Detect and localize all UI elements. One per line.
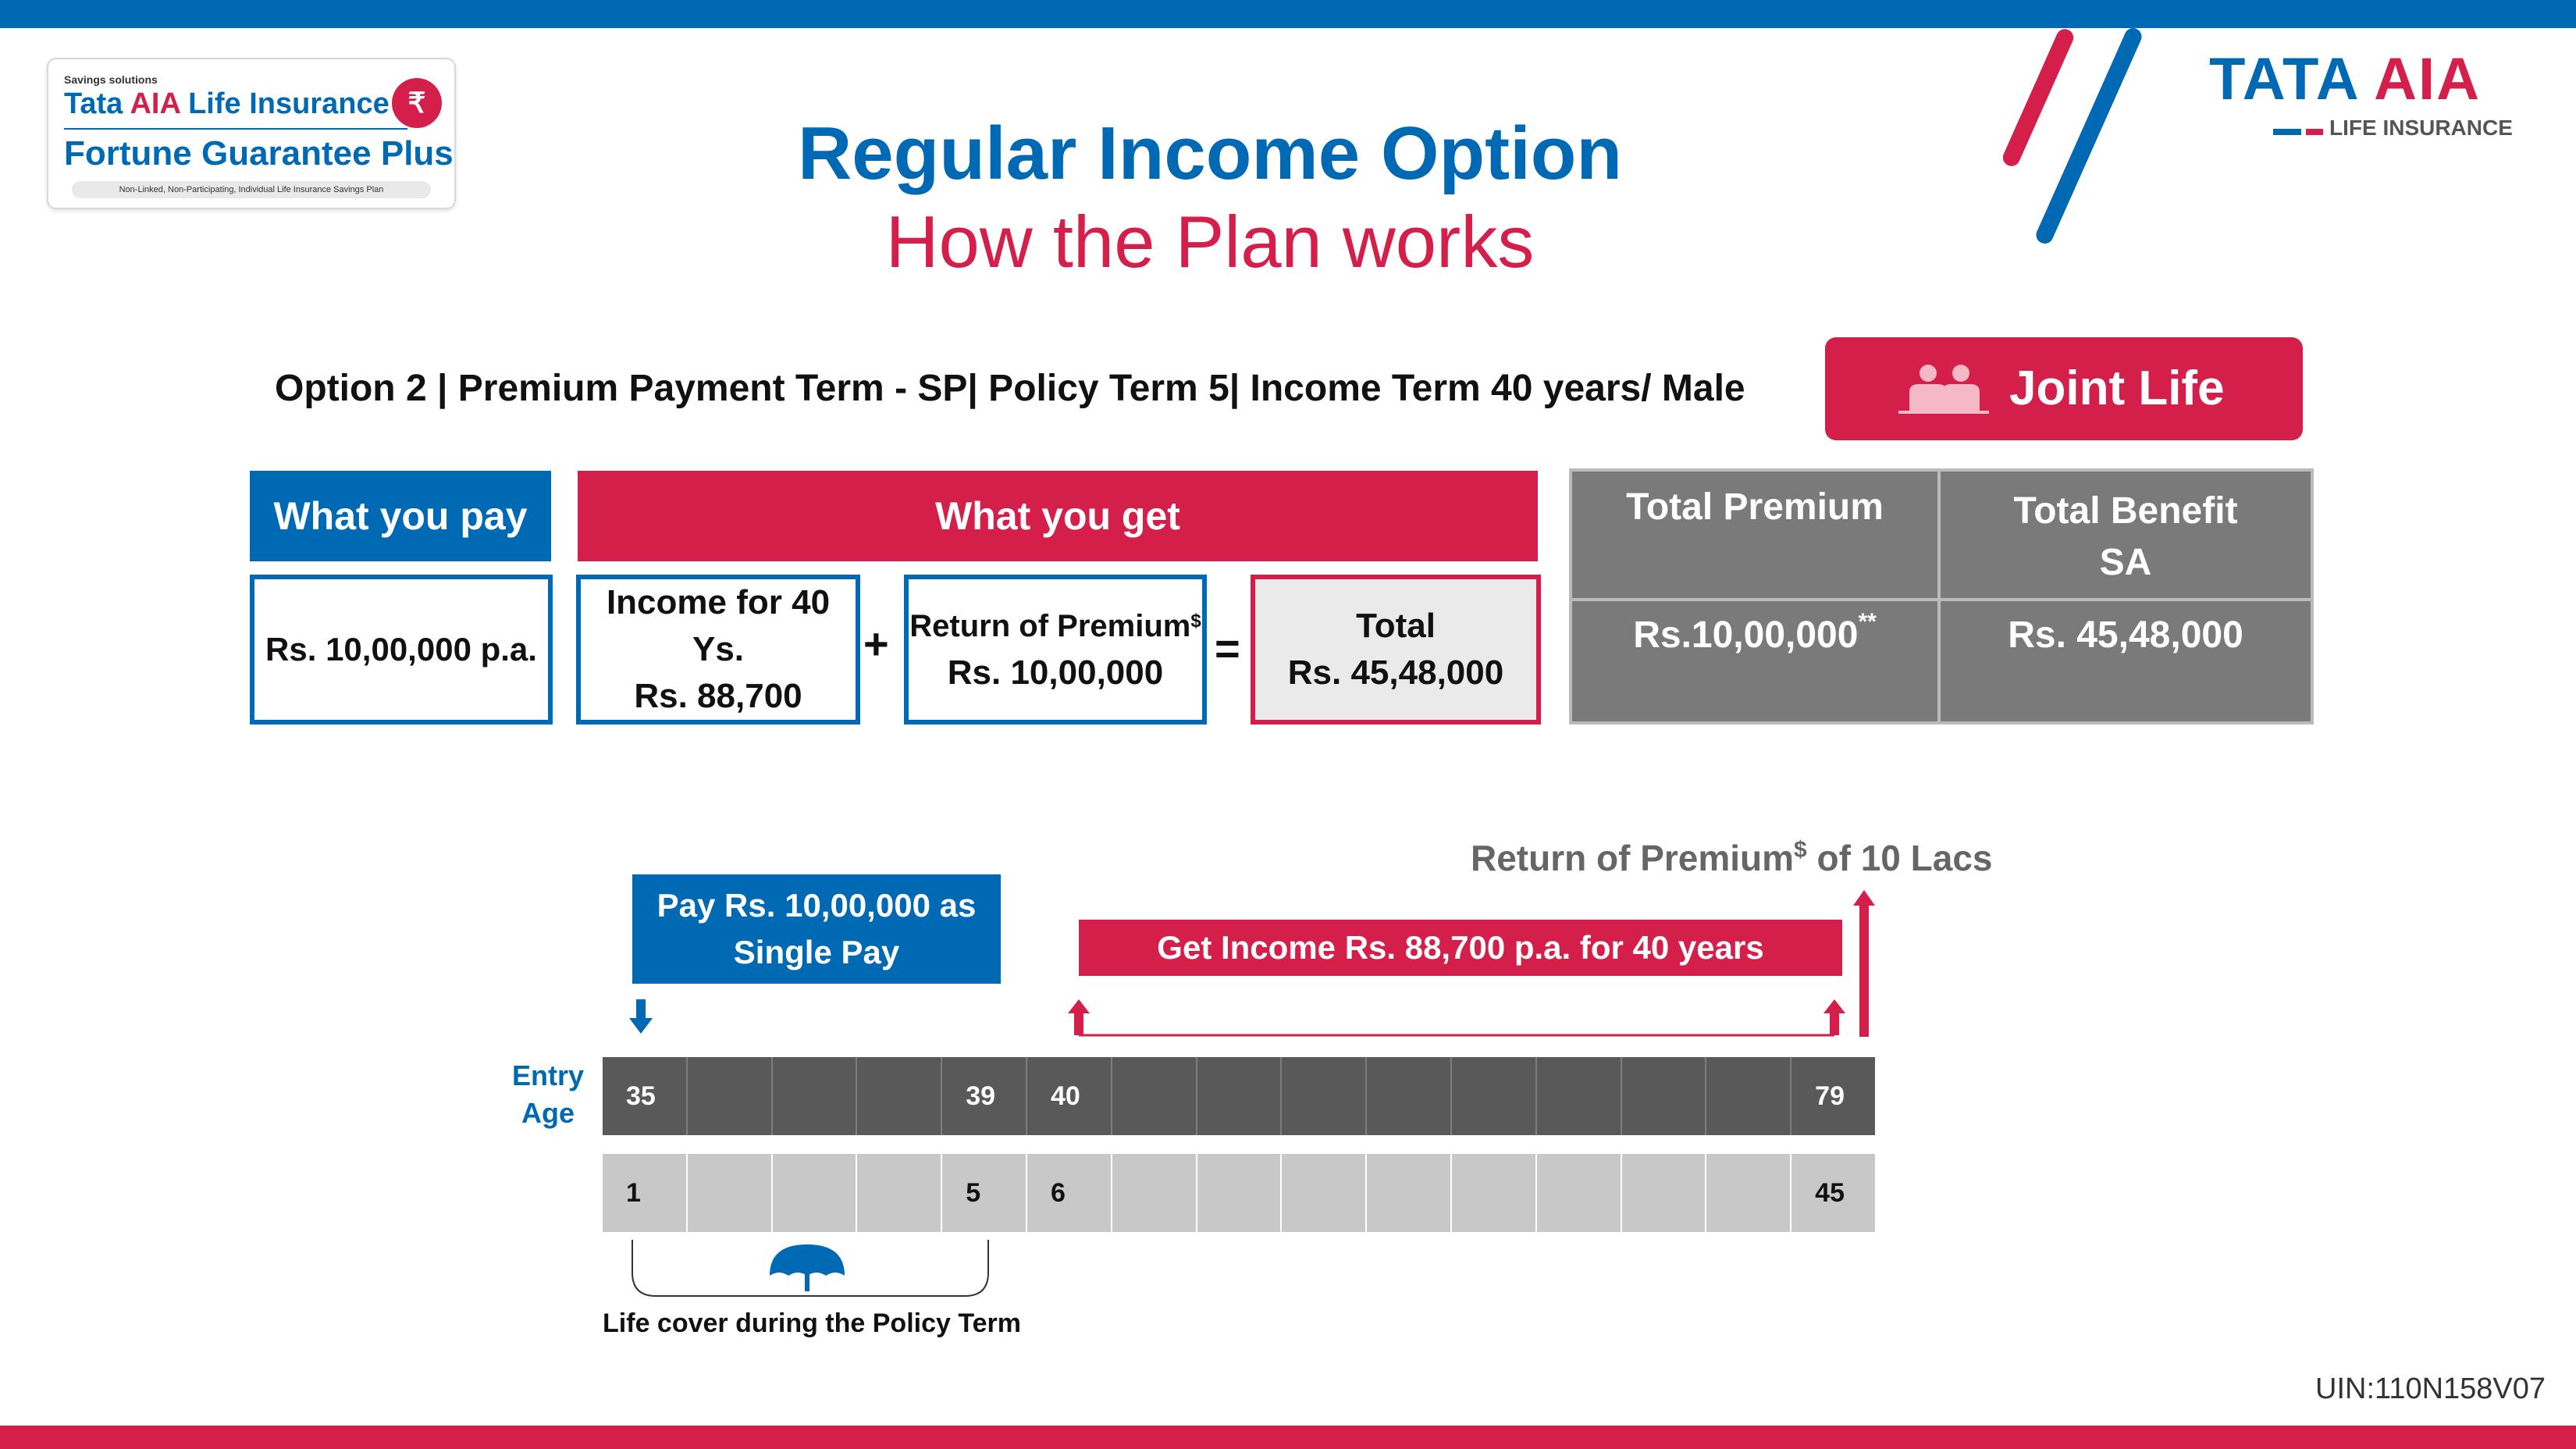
brand-logo-subtitle: LIFE INSURANCE: [2329, 116, 2513, 140]
page-title: Regular Income Option: [797, 112, 1623, 195]
plus-sign: +: [863, 619, 889, 668]
year-cell: [688, 1154, 773, 1232]
total-benefit-header-line2: SA: [2099, 542, 2152, 583]
year-cell: [857, 1154, 942, 1232]
income-period-box: Get Income Rs. 88,700 p.a. for 40 years: [1079, 920, 1842, 976]
year-cell: [1112, 1154, 1197, 1232]
year-cell: [773, 1154, 858, 1232]
age-cell: [1537, 1057, 1622, 1135]
age-cell: [1706, 1057, 1791, 1135]
entry-age-line1: Entry: [511, 1059, 585, 1091]
year-cell: [1282, 1154, 1367, 1232]
logo-brand: AIA: [130, 87, 180, 120]
page-subtitle: How the Plan works: [885, 201, 1535, 283]
uin-number: UIN:110N158V07: [2315, 1372, 2546, 1405]
age-row: [603, 1057, 1875, 1135]
age-cell: 39: [942, 1057, 1027, 1135]
life-cover-label: Life cover during the Policy Term: [603, 1308, 1021, 1338]
age-cell: [857, 1057, 942, 1135]
total-premium-superscript: **: [1858, 609, 1877, 635]
year-cell: [1537, 1154, 1622, 1232]
joint-life-label: Joint Life: [2009, 361, 2225, 415]
age-cell: [1452, 1057, 1537, 1135]
age-cell: [1282, 1057, 1367, 1135]
product-logo-plan-name: Fortune Guarantee Plus: [64, 134, 454, 173]
product-logo-small-text: Savings solutions: [64, 73, 158, 86]
single-pay-line2: Single Pay: [733, 934, 900, 970]
what-you-pay-header: What you pay: [250, 471, 551, 561]
age-cell: [1197, 1057, 1283, 1135]
payment-down-arrow: [629, 999, 653, 1034]
year-cell: [1452, 1154, 1537, 1232]
bottom-bar: [0, 1426, 2576, 1449]
income-amount: Rs. 88,700: [634, 677, 802, 715]
what-you-get-header: What you get: [578, 471, 1538, 561]
logo-prefix: Tata: [64, 87, 130, 120]
total-benefit-value: Rs. 45,48,000: [2008, 614, 2243, 656]
pay-amount: Rs. 10,00,000 p.a.: [265, 631, 537, 668]
age-cell: 35: [603, 1057, 688, 1135]
year-cell: [1367, 1154, 1452, 1232]
age-cell: [773, 1057, 858, 1135]
age-cell: 40: [1027, 1057, 1112, 1135]
total-amount: Rs. 45,48,000: [1287, 653, 1504, 692]
brand-word-aia: AIA: [2374, 46, 2482, 112]
single-pay-line1: Pay Rs. 10,00,000 as: [656, 887, 977, 924]
age-cell: [1367, 1057, 1452, 1135]
total-label: Total: [1356, 607, 1436, 645]
entry-age-line2: Age: [521, 1097, 575, 1129]
income-label: Income for 40 Ys.: [606, 583, 831, 668]
age-cell: [688, 1057, 773, 1135]
year-cell: [1197, 1154, 1283, 1232]
total-premium-amount: Rs.10,00,000: [1633, 614, 1859, 656]
rop-superscript: $: [1190, 611, 1201, 632]
product-logo-tagline: Non-Linked, Non-Participating, Individual Life Insurance Savings Plan: [72, 181, 431, 198]
rop-amount: Rs. 10,00,000: [947, 653, 1164, 692]
total-benefit-header-line1: Total Benefit: [2013, 490, 2238, 532]
year-cell: [1622, 1154, 1707, 1232]
year-cell: 6: [1027, 1154, 1112, 1232]
age-cell: [1622, 1057, 1707, 1135]
timeline-rop-text: Return of Premium: [1471, 838, 1795, 878]
income-bracket: [1068, 999, 1845, 1035]
year-cell: 45: [1815, 1177, 1845, 1208]
timeline-rop-superscript: $: [1794, 837, 1807, 863]
timeline-rop-suffix: of 10 Lacs: [1806, 838, 1993, 878]
total-premium-header: Total Premium: [1626, 486, 1884, 528]
year-cell: 5: [942, 1154, 1027, 1232]
year-cell: [1706, 1154, 1791, 1232]
brand-word-tata: TATA: [2209, 46, 2358, 112]
umbrella-icon: [770, 1244, 845, 1291]
money-bag-icon: ₹: [392, 78, 442, 128]
entry-age-label: [500, 1057, 596, 1132]
option-description: Option 2 | Premium Payment Term - SP| Policy Term 5| Income Term 40 years/ Male: [275, 368, 1745, 409]
year-cell: 1: [603, 1154, 688, 1232]
return-of-premium-arrow: [1853, 890, 1875, 1037]
age-cell: 79: [1815, 1081, 1845, 1111]
equals-sign: =: [1215, 624, 1240, 673]
logo-suffix: Life Insurance: [180, 87, 390, 120]
age-cell: [1112, 1057, 1197, 1135]
rop-label: Return of Premium: [909, 609, 1191, 643]
policy-year-row: [603, 1154, 1875, 1232]
